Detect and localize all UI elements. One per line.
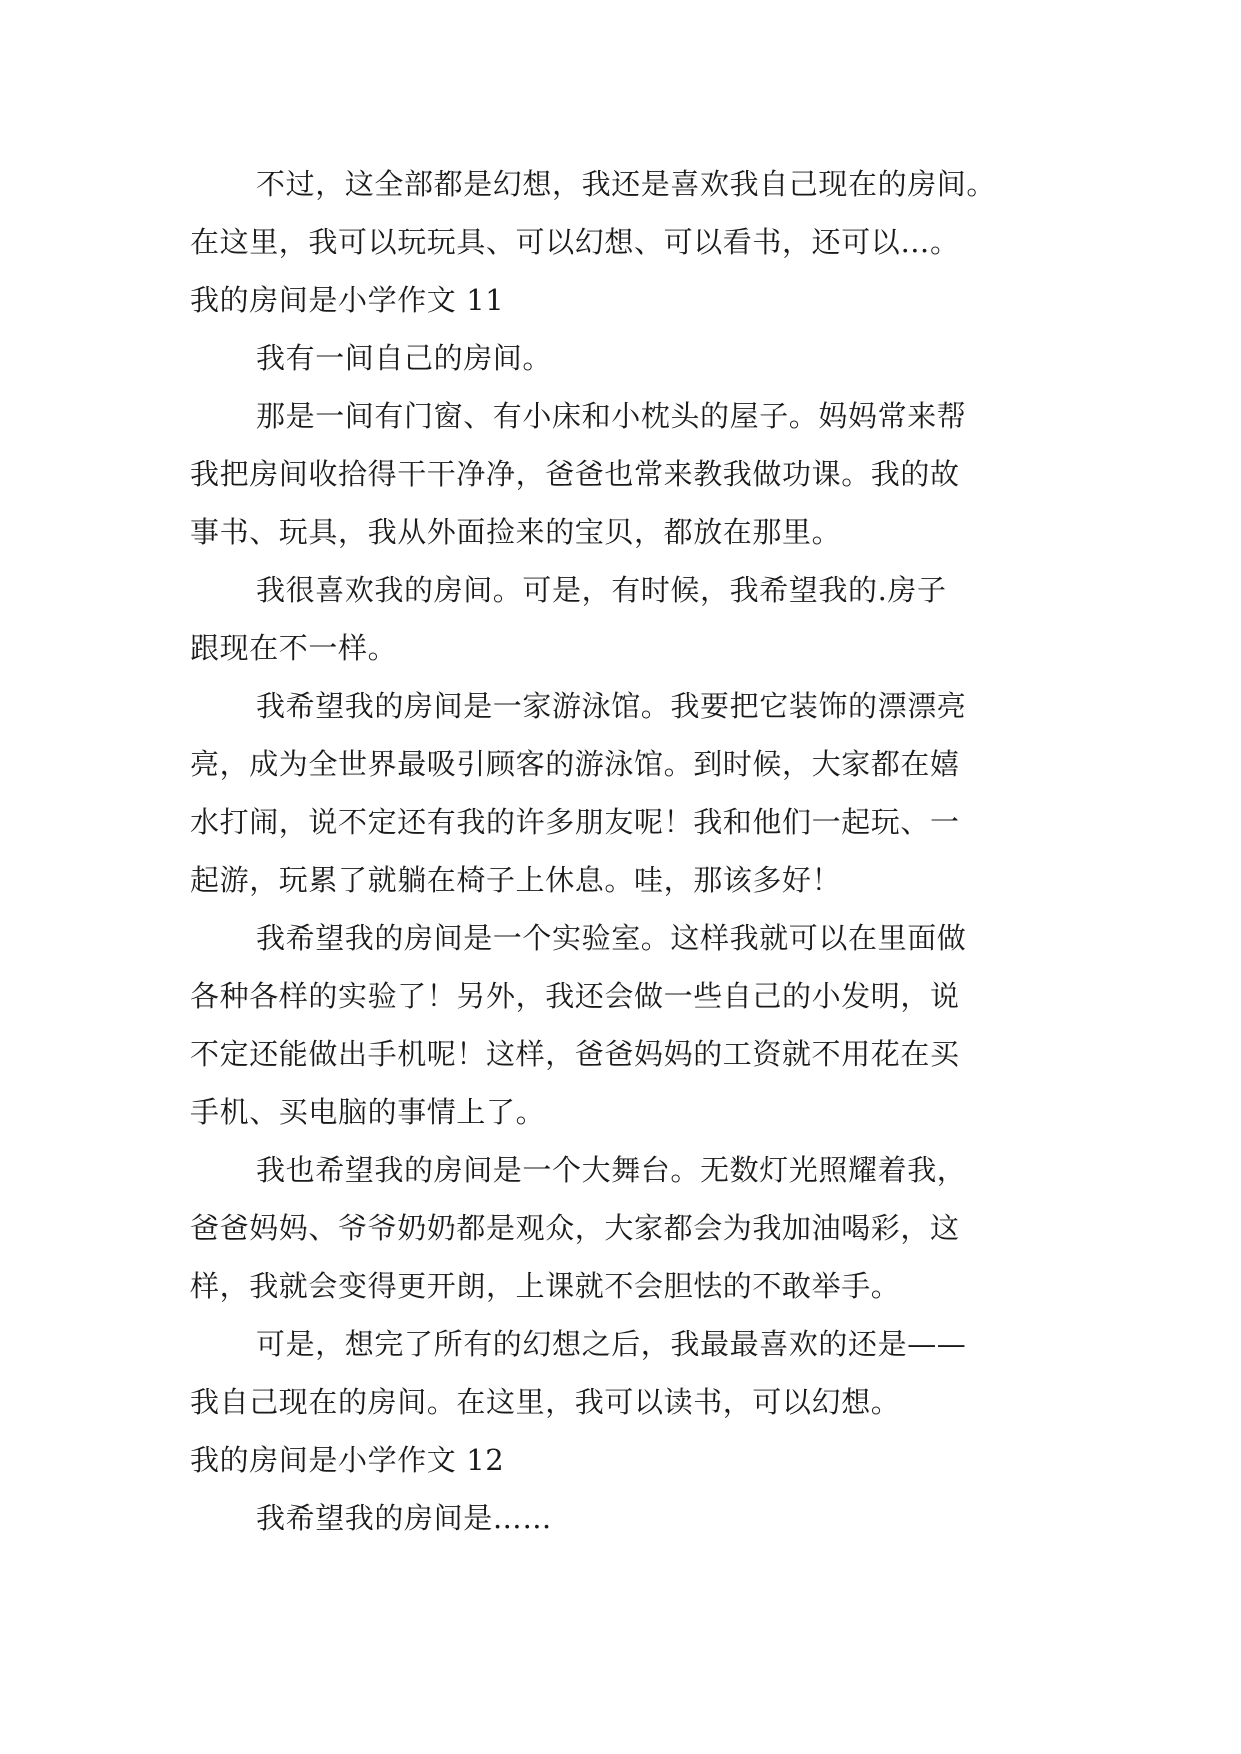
paragraph-line: 水打闹，说不定还有我的许多朋友呢！我和他们一起玩、一: [190, 805, 960, 839]
paragraph-line: 爸爸妈妈、爷爷奶奶都是观众，大家都会为我加油喝彩，这: [190, 1211, 960, 1245]
paragraph-line: 不定还能做出手机呢！这样，爸爸妈妈的工资就不用花在买: [190, 1037, 960, 1071]
paragraph-line: 我希望我的房间是……: [256, 1501, 553, 1535]
paragraph-line: 事书、玩具，我从外面捡来的宝贝，都放在那里。: [190, 515, 842, 549]
paragraph-line: 在这里，我可以玩玩具、可以幻想、可以看书，还可以…。: [190, 225, 960, 259]
section-heading: 我的房间是小学作文 12: [190, 1443, 505, 1477]
paragraph-line: 可是，想完了所有的幻想之后，我最最喜欢的还是——: [256, 1327, 967, 1361]
paragraph-line: 我有一间自己的房间。: [256, 341, 553, 375]
paragraph-line: 我也希望我的房间是一个大舞台。无数灯光照耀着我，: [256, 1153, 967, 1187]
section-heading: 我的房间是小学作文 11: [190, 283, 505, 317]
paragraph-line: 我把房间收拾得干干净净，爸爸也常来教我做功课。我的故: [190, 457, 960, 491]
paragraph-line: 我自己现在的房间。在这里，我可以读书，可以幻想。: [190, 1385, 901, 1419]
paragraph-line: 各种各样的实验了！另外，我还会做一些自己的小发明，说: [190, 979, 960, 1013]
paragraph-line: 起游，玩累了就躺在椅子上休息。哇，那该多好！: [190, 863, 842, 897]
paragraph-line: 我希望我的房间是一个实验室。这样我就可以在里面做: [256, 921, 967, 955]
paragraph-line: 我很喜欢我的房间。可是，有时候，我希望我的.房子: [256, 573, 947, 607]
paragraph-line: 亮，成为全世界最吸引顾客的游泳馆。到时候，大家都在嬉: [190, 747, 960, 781]
paragraph-line: 跟现在不一样。: [190, 631, 398, 665]
paragraph-line: 那是一间有门窗、有小床和小枕头的屋子。妈妈常来帮: [256, 399, 967, 433]
paragraph-line: 不过，这全部都是幻想，我还是喜欢我自己现在的房间。: [256, 167, 997, 201]
paragraph-line: 手机、买电脑的事情上了。: [190, 1095, 546, 1129]
paragraph-line: 我希望我的房间是一家游泳馆。我要把它装饰的漂漂亮: [256, 689, 967, 723]
paragraph-line: 样，我就会变得更开朗，上课就不会胆怯的不敢举手。: [190, 1269, 901, 1303]
